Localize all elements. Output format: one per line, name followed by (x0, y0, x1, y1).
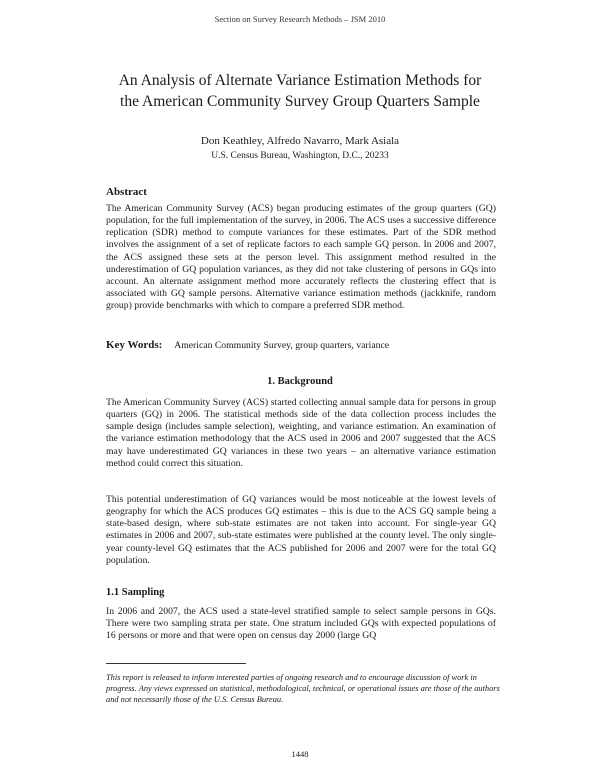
subsection-heading-sampling: 1.1 Sampling (106, 587, 165, 598)
page-number: 1448 (291, 749, 309, 759)
keywords-text: American Community Survey, group quarters, variance (174, 340, 390, 351)
background-paragraph-2: This potential underestimation of GQ variances would be most noticeable at the lowest levels of geography for which the ACS produces GQ estimates – this is due to the ACS GQ sample being a state-based design, where sub-state estimates are not taken into account. For single-year GQ estimates in 2006 and 2007, sub-state estimates were published at the county level. The only single-year county-level GQ estimates that the ACS published for 2006 and 2007 were for the total GQ population. (106, 493, 496, 566)
abstract-heading: Abstract (106, 186, 147, 198)
section-heading-background: 1. Background (267, 376, 333, 387)
background-paragraph-1: The American Community Survey (ACS) started collecting annual sample data for persons in group quarters (GQ) in 2006. The statistical methods side of the data collection process includes the sample design (includes sample selection), weighting, and variance estimation. An examination of the variance estimation methodology that the ACS used in 2006 and 2007 suggested that the ACS may have underestimated GQ variances in these two years – an alternative variance estimation method could correct this situation. (106, 396, 496, 469)
paper-title (60, 70, 540, 112)
sampling-paragraph-1: In 2006 and 2007, the ACS used a state-level stratified sample to select sample persons in GQs. There were two sampling strata per state. One stratum included GQs with expected populations of 16 persons or more and that were open on census day 2000 (large GQ (106, 605, 496, 642)
authors: Don Keathley, Alfredo Navarro, Mark Asiala (200, 135, 400, 147)
abstract-text: The American Community Survey (ACS) began producing estimates of the group quarters (GQ) population, for the full implementation of the survey, in 2006. The ACS uses a successive difference replication (SDR) method to compute variances for these estimates. Part of the SDR method involves the assignment of a set of replicate factors to each sample GQ person. In 2006 and 2007, the ACS assigned these sets at the person level. This assignment method resulted in the underestimation of GQ population variances, as they did not take clustering of persons in GQs into account. An alternate assignment method more accurately reflects the clustering effect that is associated with GQ sample persons. Alternative variance estimation methods (jackknife, random group) provide benchmarks with which to compare a preferred SDR method. (106, 202, 496, 312)
footnote-divider (106, 663, 246, 664)
keywords-label: Key Words: (106, 339, 163, 351)
keywords (106, 339, 506, 351)
title-line-1: An Analysis of Alternate Variance Estimation Methods for (118, 72, 482, 89)
footnote: This report is released to inform interested parties of ongoing research and to encourage discussion of work in progress. Any views expressed on statistical, methodological, technical, or operational issues are those of the authors and not necessarily those of the U.S. Census Bureau. (106, 673, 500, 705)
title-line-2: the American Community Survey Group Quarters Sample (120, 93, 480, 110)
running-head: Section on Survey Research Methods – JSM 2010 (214, 14, 386, 24)
affiliation: U.S. Census Bureau, Washington, D.C., 20233 (211, 151, 389, 161)
